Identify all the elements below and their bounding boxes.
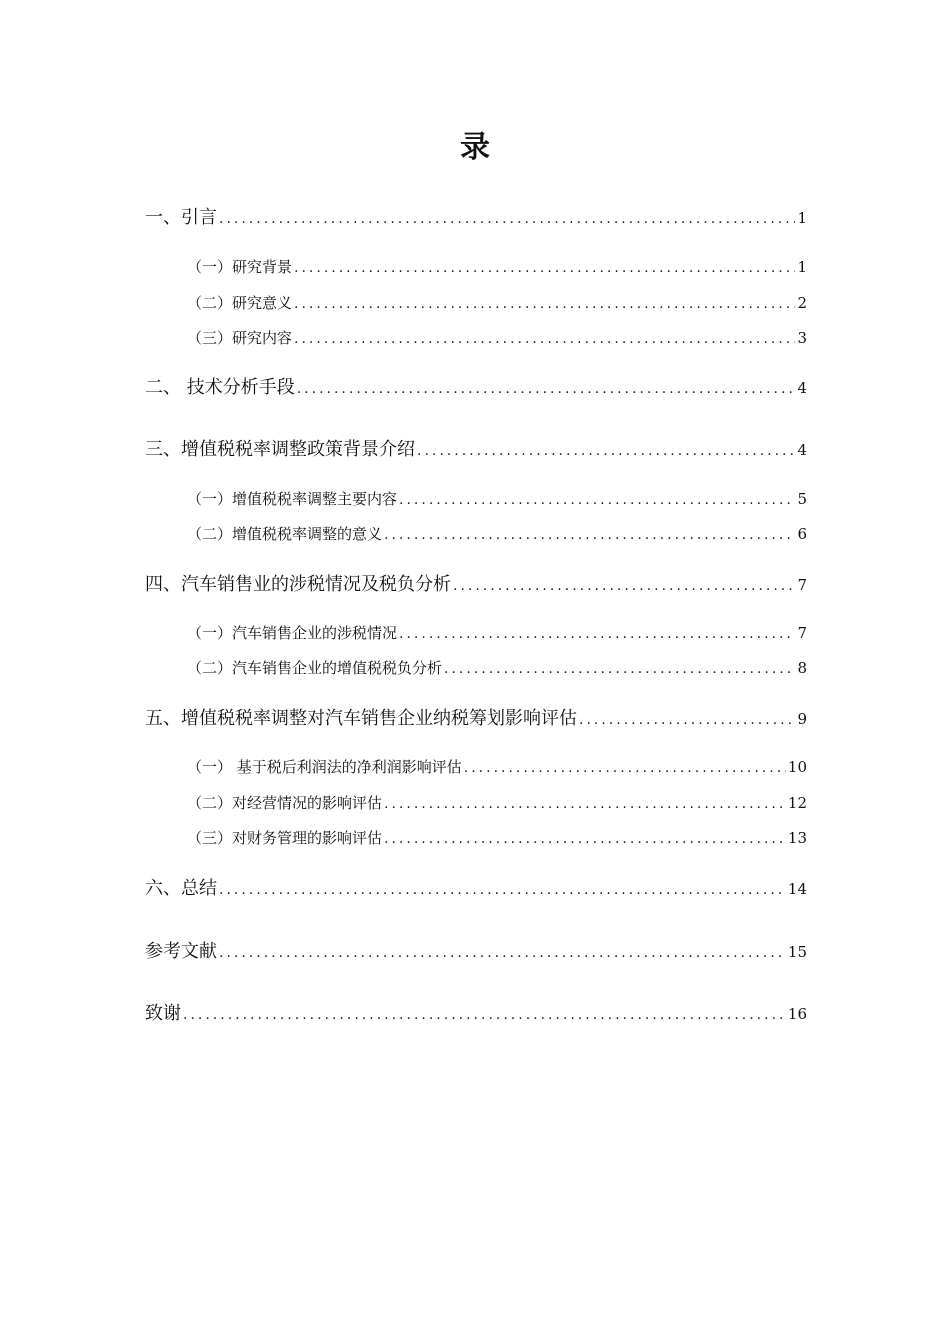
toc-page-number: 12 (787, 794, 807, 812)
toc-entry-label: 一、引言 (145, 207, 217, 228)
toc-entry-label: （一）增值税税率调整主要内容 (187, 490, 398, 508)
toc-entry-label: （二）汽车销售企业的增值税税负分析 (187, 659, 443, 677)
toc-entry-auto-sales-tax[interactable] (145, 573, 807, 598)
toc-leader-dots (417, 439, 795, 463)
toc-leader-dots (384, 794, 786, 814)
toc-entry-label: 四、汽车销售业的涉税情况及税负分析 (145, 574, 451, 595)
toc-page-number: 13 (787, 829, 807, 847)
toc-entry-summary[interactable] (145, 877, 807, 902)
toc-leader-dots (219, 878, 786, 902)
toc-entry-vat-policy-background[interactable] (145, 438, 807, 463)
toc-entry-financial-management-impact[interactable] (187, 828, 807, 849)
toc-entry-label: 二、 技术分析手段 (145, 377, 295, 398)
toc-leader-dots (294, 329, 795, 349)
toc-page-number: 1 (797, 209, 807, 227)
toc-page-number: 15 (787, 943, 807, 961)
toc-page-number: 7 (797, 624, 807, 642)
toc-page-number: 4 (797, 379, 807, 397)
toc-leader-dots (464, 758, 786, 778)
toc-leader-dots (444, 659, 795, 679)
toc-entry-vat-significance[interactable] (187, 524, 807, 545)
toc-leader-dots (384, 829, 786, 849)
toc-leader-dots (297, 377, 796, 401)
toc-leader-dots (183, 1003, 786, 1027)
toc-entry-label: （二）研究意义 (187, 294, 293, 312)
toc-page-number: 1 (797, 258, 807, 276)
toc-entry-label: （二）对经营情况的影响评估 (187, 794, 383, 812)
toc-entry-label: 致谢 (145, 1003, 181, 1024)
toc-entry-label: （二）增值税税率调整的意义 (187, 525, 383, 543)
toc-page-number: 10 (787, 758, 807, 776)
toc-entry-net-profit-impact[interactable] (187, 757, 807, 778)
toc-entry-operations-impact[interactable] (187, 793, 807, 814)
toc-entry-vat-main-content[interactable] (187, 489, 807, 510)
toc-entry-auto-sales-vat-burden[interactable] (187, 658, 807, 679)
toc-entry-research-content[interactable] (187, 328, 807, 349)
toc-page-number: 3 (797, 329, 807, 347)
toc-entry-technical-analysis[interactable] (145, 376, 807, 401)
toc-leader-dots (219, 207, 795, 231)
toc-entry-auto-sales-tax-situation[interactable] (187, 623, 807, 644)
toc-entry-label: （一）汽车销售企业的涉税情况 (187, 624, 398, 642)
toc-entry-label: （一） 基于税后利润法的净利润影响评估 (187, 758, 462, 776)
toc-page-number: 14 (787, 880, 807, 898)
toc-page-number: 8 (797, 659, 807, 677)
toc-page-number: 2 (797, 294, 807, 312)
toc-entry-references[interactable] (145, 940, 807, 965)
toc-entry-intro[interactable] (145, 206, 807, 231)
toc-page-number: 6 (797, 525, 807, 543)
toc-entry-label: 参考文献 (145, 941, 217, 962)
toc-entry-research-significance[interactable] (187, 293, 807, 314)
toc-page-number: 16 (787, 1005, 807, 1023)
toc-leader-dots (453, 574, 795, 598)
toc-leader-dots (399, 490, 795, 510)
toc-title: 录 (460, 130, 490, 165)
toc-page-number: 4 (797, 441, 807, 459)
toc-entry-research-background[interactable] (187, 257, 807, 278)
toc-leader-dots (399, 624, 795, 644)
toc-entry-label: （三）研究内容 (187, 329, 293, 347)
toc-leader-dots (219, 941, 786, 965)
toc-entry-label: 三、增值税税率调整政策背景介绍 (145, 439, 415, 460)
toc-leader-dots (579, 708, 795, 732)
toc-entry-tax-planning-impact[interactable] (145, 707, 807, 732)
toc-leader-dots (294, 294, 795, 314)
toc-leader-dots (294, 258, 795, 278)
toc-leader-dots (384, 525, 795, 545)
toc-page-number: 5 (797, 490, 807, 508)
toc-page-number: 9 (797, 710, 807, 728)
toc-entry-label: （三）对财务管理的影响评估 (187, 829, 383, 847)
toc-entry-acknowledgements[interactable] (145, 1002, 807, 1027)
toc-page-number: 7 (797, 576, 807, 594)
toc-entry-label: 五、增值税税率调整对汽车销售企业纳税筹划影响评估 (145, 708, 577, 729)
toc-entry-label: 六、总结 (145, 878, 217, 899)
toc-entry-label: （一）研究背景 (187, 258, 293, 276)
